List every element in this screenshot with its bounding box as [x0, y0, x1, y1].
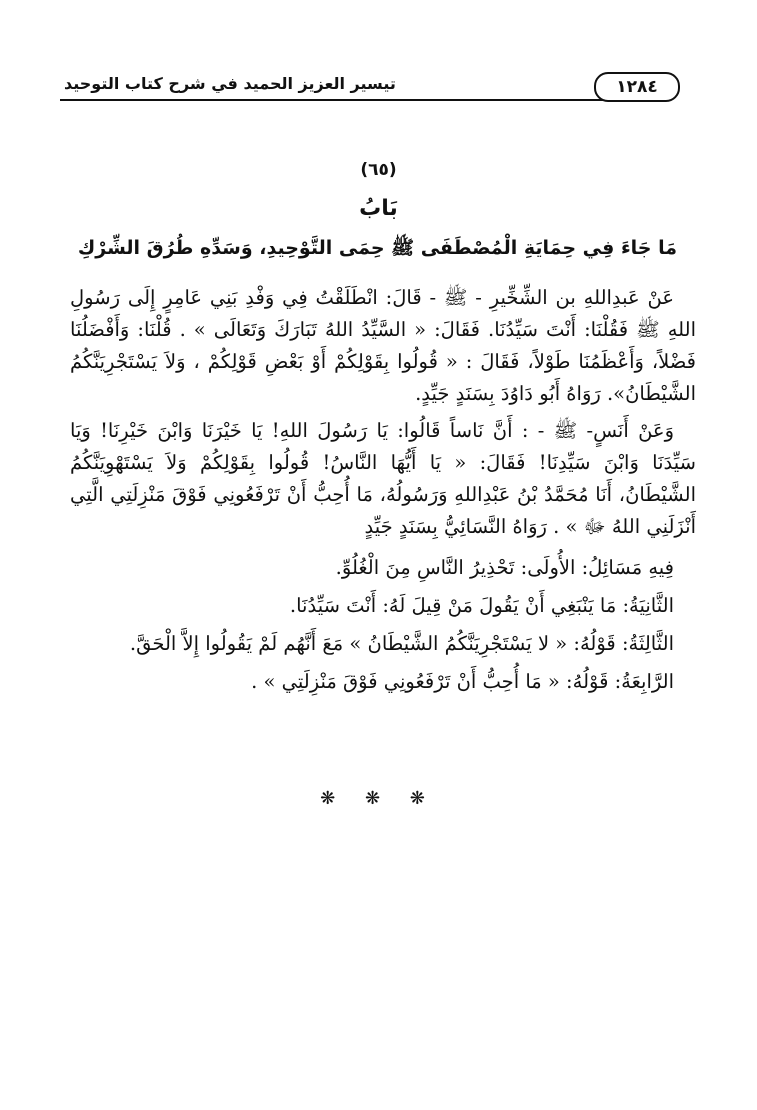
- running-header: [60, 72, 680, 106]
- chapter-title: مَا جَاءَ فِي حِمَايَةِ الْمُصْطَفَى ﷺ حِمَى التَّوْحِيدِ، وَسَدِّهِ طُرُقَ الشِّرْكِ: [77, 237, 677, 259]
- issues-list: [70, 549, 696, 701]
- issue-item: الثَّانِيَةُ: مَا يَنْبَغِي أَنْ يَقُولَ مَنْ قِيلَ لَهُ: أَنْتَ سَيِّدُنَا.: [289, 594, 674, 617]
- section-separator: ❋ ❋ ❋: [320, 788, 437, 809]
- chapter-label: بَابُ: [359, 196, 398, 221]
- hadith-paragraph: عَنْ عَبدِاللهِ بن الشِّخِّيرِ - ﷺ - قَالَ: انْطَلَقْتُ فِي وَفْدِ بَنِي عَامِرٍ إِلَى رَسُولِ اللهِ ﷺ فَقُلْنَا: أَنْتَ سَيِّدُنَا. فَقَالَ: « السَّيِّدُ اللهُ تَبَارَكَ وَتَعَالَى » . قُلْنَا: وَأَفْضَلُنَا فَضْلاً، وَأَعْظَمُنَا طَوْلاً، فَقَالَ : « قُولُوا بِقَوْلِكُمْ أَوْ بَعْضِ قَوْلِكُمْ ، وَلاَ يَسْتَجْرِيَنَّكُمُ الشَّيْطَانُ». رَوَاهُ أَبُو دَاوُدَ بِسَنَدٍ جَيِّدٍ.: [70, 286, 696, 405]
- header-rule: [60, 99, 608, 101]
- chapter-number: (٦٥): [360, 160, 397, 180]
- book-title: تيسير العزيز الحميد في شرح كتاب التوحيد: [64, 74, 396, 93]
- issue-item: الرَّابِعَةُ: قَوْلُهُ: « مَا أُحِبُّ أَنْ تَرْفَعُونِي فَوْقَ مَنْزِلَتِي » .: [251, 670, 674, 693]
- body-text: [70, 282, 696, 701]
- page-number: ١٢٨٤: [594, 72, 680, 102]
- issue-item: الثَّالِثَةُ: قَوْلُهُ: « لا يَسْتَجْرِيَنَّكُمُ الشَّيْطَانُ » مَعَ أَنَّهُم لَمْ يَقُولُوا إِلاَّ الْحَقَّ.: [129, 632, 674, 655]
- hadith-paragraph: وَعَنْ أَنَسٍ- ﷺ - : أَنَّ نَاساً قَالُوا: يَا رَسُولَ اللهِ! يَا خَيْرَنَا وَابْنَ خَيْرِنَا! وَيَا سَيِّدَنَا وَابْنَ سَيِّدِنَا! فَقَالَ: « يَا أَيُّهَا النَّاسُ! قُولُوا بِقَوْلِكُمْ وَلاَ يَسْتَهْوِيَنَّكُمُ الشَّيْطَانُ، أَنَا مُحَمَّدُ بْنُ عَبْدِاللهِ وَرَسُولُهُ، مَا أُحِبُّ أَنْ تَرْفَعُونِي فَوْقَ مَنْزِلَتِي الَّتِي أَنْزَلَنِي اللهُ ﷻ » . رَوَاهُ النَّسَائِيُّ بِسَنَدٍ جَيِّدٍ: [70, 419, 696, 538]
- issue-item: فِيهِ مَسَائِلُ: الأُولَى: تَحْذِيرُ النَّاسِ مِنَ الْغُلُوِّ.: [335, 556, 674, 579]
